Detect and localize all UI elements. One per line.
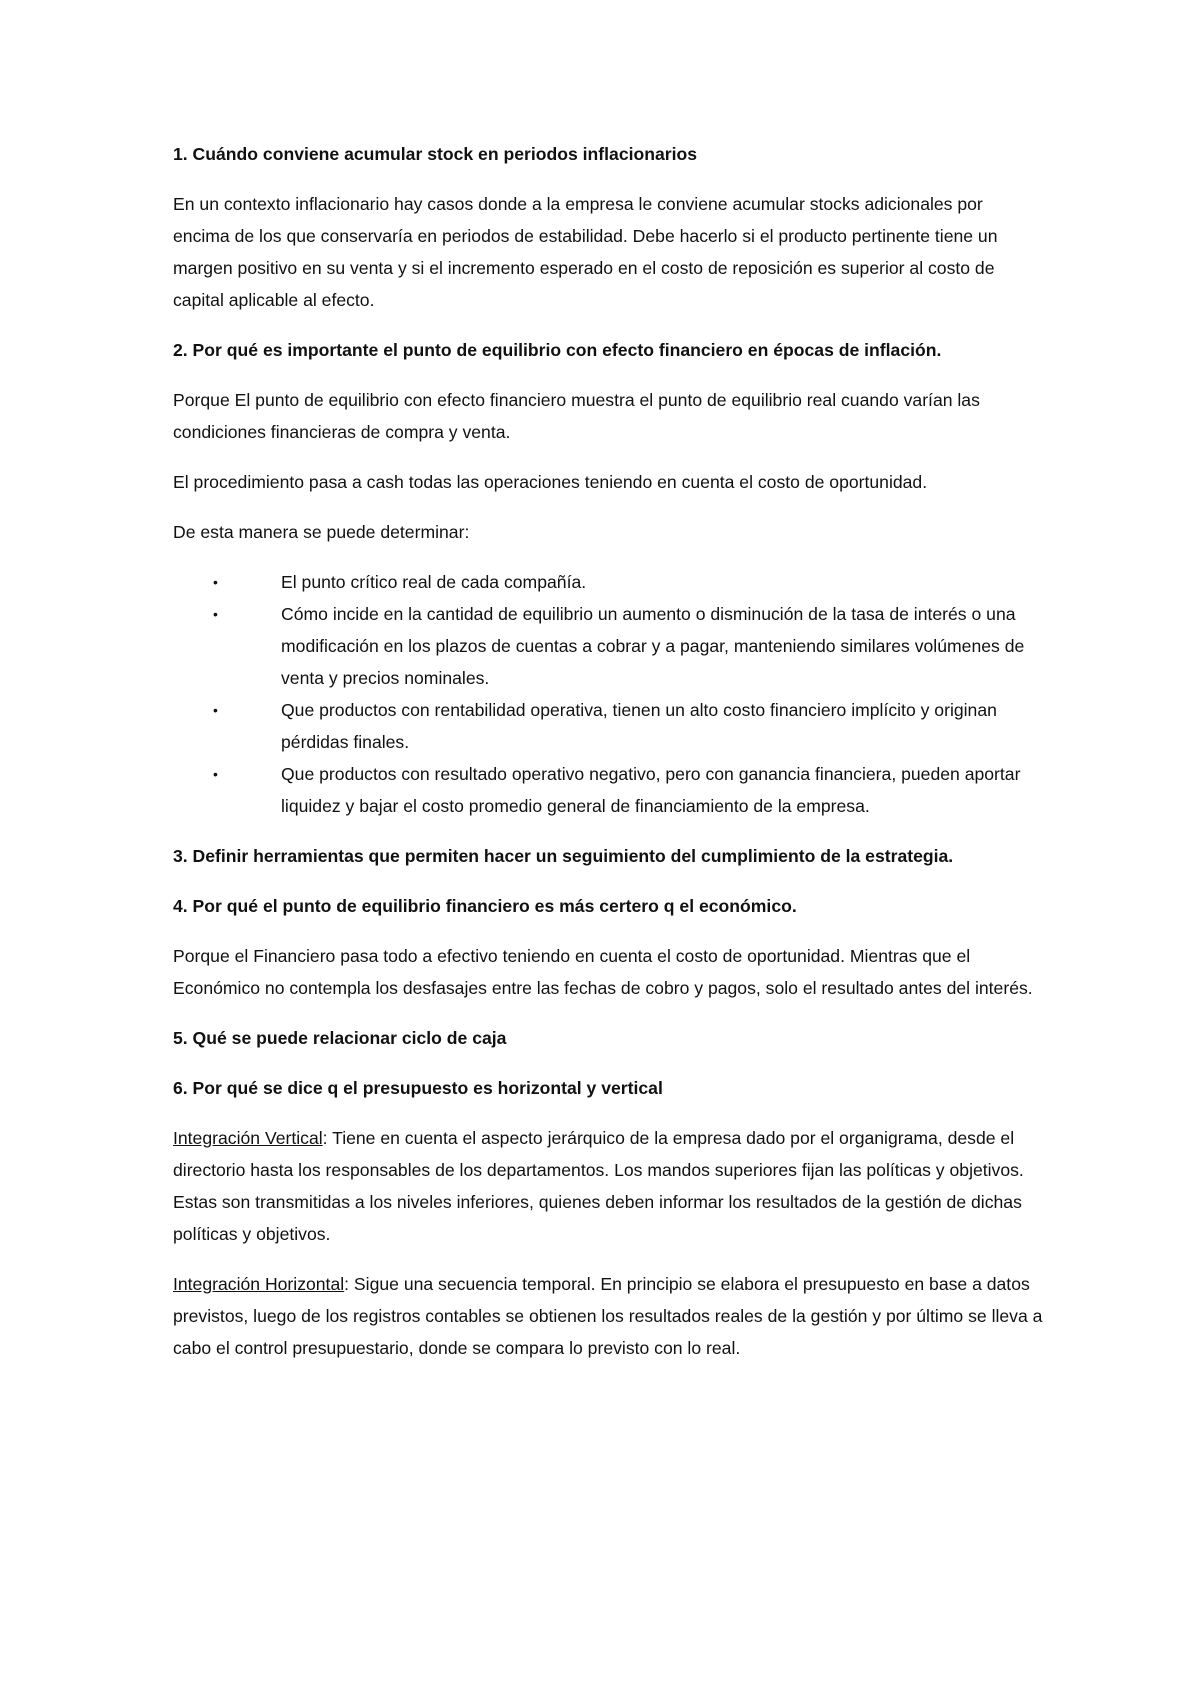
vertical-integration-label: Integración Vertical <box>173 1128 323 1148</box>
horizontal-integration-text: : Sigue una secuencia temporal. En principio se elabora el presupuesto en base a datos previstos, luego de los registros contables se obtienen los resultados reales de la gestión y por último se lleva a cabo el control presupuestario, donde se compara lo previsto con lo real. <box>173 1274 1043 1358</box>
document-page <box>173 138 1043 1382</box>
section-6-horizontal-paragraph <box>173 1268 1043 1364</box>
list-item <box>173 566 1043 598</box>
section-1-paragraph: En un contexto inflacionario hay casos donde a la empresa le conviene acumular stocks adicionales por encima de los que conservaría en periodos de estabilidad. Debe hacerlo si el producto pertinente tiene un margen positivo en su venta y si el incremento esperado en el costo de reposición es superior al costo de capital aplicable al efecto. <box>173 194 998 310</box>
section-4-heading: 4. Por qué el punto de equilibrio financiero es más certero q el económico. <box>173 896 797 916</box>
section-2-bullet-list <box>173 566 1043 822</box>
section-1-heading: 1. Cuándo conviene acumular stock en periodos inflacionarios <box>173 144 698 164</box>
list-item <box>173 694 1043 758</box>
list-item <box>173 758 1043 822</box>
bullet-icon: • <box>213 702 218 718</box>
section-5-heading: 5. Qué se puede relacionar ciclo de caja <box>173 1028 507 1048</box>
list-item-text: Que productos con rentabilidad operativa, tienen un alto costo financiero implícito y originan pérdidas finales. <box>281 700 997 752</box>
section-2-heading: 2. Por qué es importante el punto de equilibrio con efecto financiero en épocas de inflación. <box>173 340 942 360</box>
section-6-heading: 6. Por qué se dice q el presupuesto es horizontal y vertical <box>173 1078 663 1098</box>
section-2-paragraph-2: El procedimiento pasa a cash todas las operaciones teniendo en cuenta el costo de oportunidad. <box>173 472 928 492</box>
section-2-paragraph-1: Porque El punto de equilibrio con efecto financiero muestra el punto de equilibrio real cuando varían las condiciones financieras de compra y venta. <box>173 390 980 442</box>
bullet-icon: • <box>213 766 218 782</box>
bullet-icon: • <box>213 574 218 590</box>
vertical-integration-text: : Tiene en cuenta el aspecto jerárquico de la empresa dado por el organigrama, desde el directorio hasta los responsables de los departamentos. Los mandos superiores fijan las políticas y objetivos. Estas son transmitidas a los niveles inferiores, quienes deben informar los resultados de la gestión de dichas políticas y objetivos. <box>173 1128 1024 1244</box>
list-item-text: Cómo incide en la cantidad de equilibrio un aumento o disminución de la tasa de interés o una modificación en los plazos de cuentas a cobrar y a pagar, manteniendo similares volúmenes de venta y precios nominales. <box>281 604 1025 688</box>
section-2-paragraph-3: De esta manera se puede determinar: <box>173 522 470 542</box>
section-3-heading: 3. Definir herramientas que permiten hacer un seguimiento del cumplimiento de la estrategia. <box>173 846 954 866</box>
bullet-icon: • <box>213 606 218 622</box>
section-6-vertical-paragraph <box>173 1122 1043 1250</box>
section-4-paragraph: Porque el Financiero pasa todo a efectivo teniendo en cuenta el costo de oportunidad. Mientras que el Económico no contempla los desfasajes entre las fechas de cobro y pagos, solo el resultado antes del interés. <box>173 946 1033 998</box>
list-item <box>173 598 1043 694</box>
list-item-text: Que productos con resultado operativo negativo, pero con ganancia financiera, pueden aportar liquidez y bajar el costo promedio general de financiamiento de la empresa. <box>281 764 1021 816</box>
horizontal-integration-label: Integración Horizontal <box>173 1274 345 1294</box>
list-item-text: El punto crítico real de cada compañía. <box>281 572 587 592</box>
